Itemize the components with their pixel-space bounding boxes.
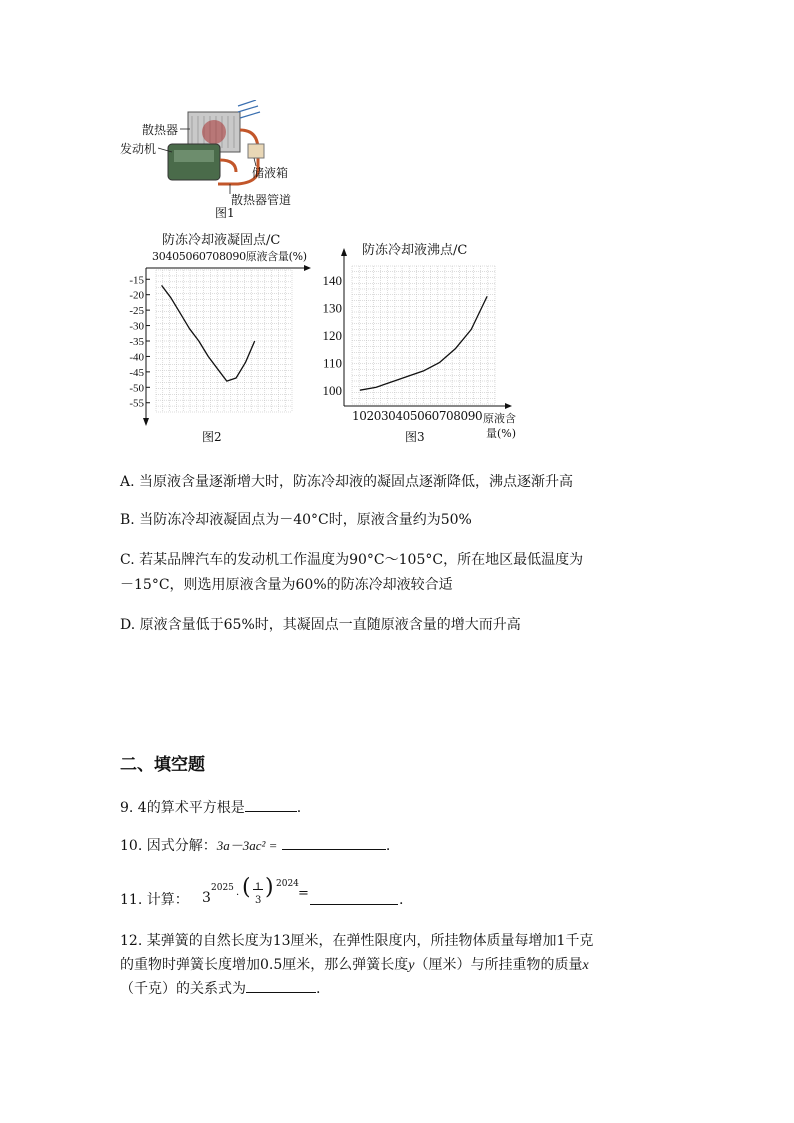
y-tick-label: -55 <box>129 397 144 410</box>
y-tick-label: -20 <box>129 289 144 302</box>
y-tick-label: 100 <box>322 383 342 399</box>
question-10-prefix: 10. 因式分解： <box>120 838 217 854</box>
question-9-text: 9. 4的算术平方根是 <box>120 800 245 816</box>
question-10-period: . <box>385 838 391 854</box>
option-a: A. 当原液含量逐渐增大时，防冻冷却液的凝固点逐渐降低，沸点逐渐升高 <box>120 474 574 490</box>
figure-3 <box>320 226 550 446</box>
label-reservoir: 储液箱 <box>252 166 289 180</box>
question-11-base: 3 <box>202 890 211 906</box>
question-11-period: . <box>399 892 404 908</box>
y-tick-label: -25 <box>129 305 144 318</box>
variable-x: x <box>582 958 589 973</box>
chart-2-xaxis-line: 30405060708090原液含量(%) <box>152 250 307 263</box>
question-12-line3-text: （千克）的关系式为 <box>120 981 246 997</box>
option-c-line1: C. 若某品牌汽车的发动机工作温度为90°C～105°C，所在地区最低温度为 <box>120 552 584 568</box>
question-12-line1: 12. 某弹簧的自然长度为13厘米，在弹性限度内，所挂物体质量每增加1千克 <box>120 933 594 949</box>
x-axis-arrow <box>304 265 311 271</box>
chart-3-xlabel-2: 量(%) <box>486 427 517 440</box>
x-axis-arrow <box>505 403 512 409</box>
question-12-period: . <box>316 981 321 997</box>
y-tick-label: 110 <box>322 355 342 371</box>
option-c-line2: －15°C，则选用原液含量为60%的防冻冷却液较合适 <box>120 577 453 593</box>
chart-3-xticks-line: 102030405060708090 <box>352 409 483 423</box>
variable-y: y <box>408 958 415 973</box>
y-tick-label: -45 <box>129 366 144 379</box>
label-radiator: 散热器 <box>142 123 179 137</box>
question-12-line2-b: （厘米）与所挂重物的质量 <box>414 957 583 973</box>
answer-blank-12[interactable] <box>246 978 316 993</box>
answer-blank-9[interactable] <box>245 797 297 812</box>
question-11-exp1: 2025 <box>211 883 234 893</box>
chart-3-plot <box>320 226 550 426</box>
y-tick-label: 130 <box>322 300 342 316</box>
chart-3-xlabel-1: 原液含 <box>483 412 516 425</box>
y-tick-label: -50 <box>129 382 144 395</box>
question-11-frac-num: 1 <box>255 882 262 893</box>
option-d: D. 原液含量低于65%时，其凝固点一直随原液含量的增大而升高 <box>120 617 521 633</box>
y-tick-label: 140 <box>322 272 342 288</box>
y-tick-label: -15 <box>129 274 144 287</box>
label-engine: 发动机 <box>120 142 157 156</box>
label-pipe: 散热器管道 <box>231 193 292 207</box>
figure-1 <box>118 100 308 218</box>
multiply-dot: · <box>236 890 240 901</box>
figure-3-caption: 图3 <box>405 430 425 444</box>
y-tick-label: -40 <box>129 351 144 364</box>
figure-2-caption: 图2 <box>202 430 222 444</box>
y-axis-arrow <box>341 248 347 256</box>
figure-2 <box>112 226 342 446</box>
chart-2-plot <box>112 226 342 426</box>
chart-2-title: 防冻冷却液凝固点/C <box>162 233 281 248</box>
question-11-exp2: 2024 <box>276 879 299 889</box>
question-12-line3 <box>120 977 320 1001</box>
option-b: B. 当防冻冷却液凝固点为－40°C时，原液含量约为50% <box>120 512 472 528</box>
question-11-equals: = <box>298 886 309 901</box>
question-9-period: . <box>296 800 302 816</box>
question-11-prefix: 11. 计算： <box>120 892 189 908</box>
right-paren: ) <box>265 875 274 900</box>
y-tick-label: -35 <box>129 336 144 348</box>
y-tick-label: -30 <box>129 320 144 333</box>
question-12-line2 <box>120 953 589 978</box>
y-axis-arrow <box>143 418 149 426</box>
question-11-frac-den: 3 <box>255 895 262 906</box>
question-10-expression: 3a－3ac² = <box>216 838 278 853</box>
chart-3-title: 防冻冷却液沸点/C <box>362 243 468 258</box>
answer-blank-11[interactable] <box>310 890 398 905</box>
y-tick-label: 120 <box>322 328 342 343</box>
question-12-line2-a: 的重物时弹簧长度增加0.5厘米，那么弹簧长度 <box>120 957 409 973</box>
left-paren: ( <box>242 875 251 900</box>
figure-1-caption: 图1 <box>215 206 235 220</box>
section-title: 二、填空题 <box>120 755 205 775</box>
answer-blank-10[interactable] <box>282 835 386 850</box>
question-10 <box>120 834 390 858</box>
question-9 <box>120 796 301 820</box>
